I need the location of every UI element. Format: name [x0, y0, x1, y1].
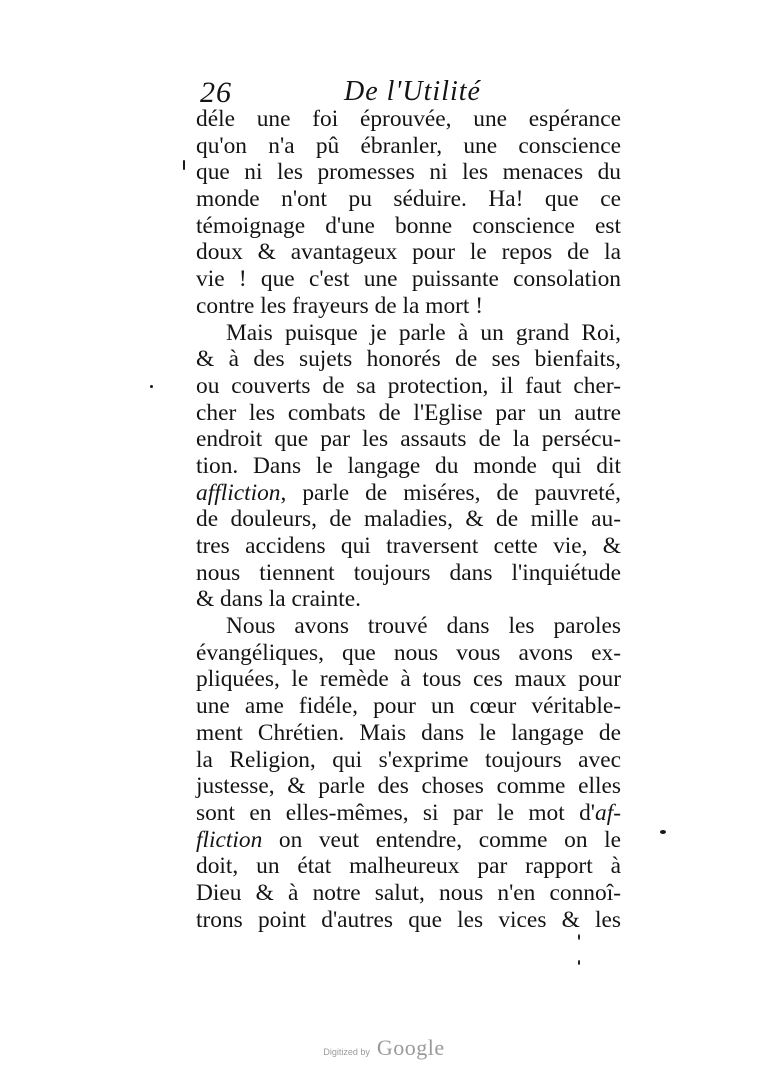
text-line [196, 320, 621, 347]
text-line-segment: cher les combats de l'Eglise par un autre [196, 399, 621, 426]
text-line-segment: contre les frayeurs de la mort ! [196, 292, 484, 319]
text-line-segment: de douleurs, de maladies, & de mille au- [196, 506, 621, 533]
text-line [196, 400, 621, 427]
text-line [196, 560, 621, 587]
text-line [196, 720, 621, 747]
text-line-segment: trons point d'autres que les vices & les [196, 906, 621, 933]
text-line-segment: & dans la crainte. [196, 586, 361, 613]
text-line-segment: doux & avantageux pour le repos de la [196, 239, 621, 266]
text-line [196, 747, 621, 774]
text-line [196, 613, 621, 640]
text-line-segment: endroit que par les assauts de la persécu- [196, 426, 621, 453]
text-line [196, 239, 621, 266]
text-line-segment: qu'on n'a pû ébranler, une conscience [196, 132, 621, 159]
digitized-label: Digitized by [323, 1047, 370, 1057]
text-line-segment: pliquées, le remède à tous ces maux pour [196, 666, 621, 693]
text-line-segment: une ame fidéle, pour un cœur véritable- [196, 693, 621, 720]
ink-speck [183, 160, 185, 170]
text-line-segment: Dieu & à notre salut, nous n'en connoî- [196, 879, 621, 906]
text-line [196, 773, 621, 800]
text-line [196, 586, 621, 613]
italic-word: affliction [196, 479, 281, 506]
text-line-segment: tres accidens qui traversent cette vie, & [196, 533, 621, 559]
italic-word: fliction [196, 826, 263, 853]
text-line [196, 186, 621, 213]
ink-speck [578, 934, 580, 940]
text-line-segment: témoignage d'une bonne conscience est [196, 212, 621, 239]
ink-speck [578, 960, 580, 965]
text-line [196, 453, 621, 480]
text-line-segment: vie ! que c'est une puissante consolation [196, 266, 621, 293]
text-line-segment: ou couverts de sa protection, il faut cher- [196, 372, 621, 399]
text-line-segment: Nous avons trouvé dans les paroles [226, 613, 621, 640]
text-line [196, 346, 621, 373]
text-line [196, 693, 621, 720]
text-line-segment: tion. Dans le langage du monde qui dit [196, 452, 621, 479]
text-line-segment: ment Chrétien. Mais dans le langage de [196, 719, 621, 746]
text-line-segment: & à des sujets honorés de ses bienfaits, [196, 346, 621, 373]
text-line-segment: déle une foi éprouvée, une espérance [196, 106, 621, 132]
text-line [196, 213, 621, 240]
text-line-segment: on veut entendre, comme on le [262, 826, 621, 853]
text-line [196, 266, 621, 293]
ink-speck [150, 385, 153, 388]
text-line [196, 159, 621, 186]
text-line-segment: nous tiennent toujours dans l'inquiétude [196, 559, 621, 586]
text-line-segment: que ni les promesses ni les menaces du [196, 159, 621, 186]
text-line [196, 880, 621, 907]
text-line-segment: monde n'ont pu séduire. Ha! que ce [196, 186, 621, 213]
text-line [196, 666, 621, 693]
text-line [196, 506, 621, 533]
text-line [196, 133, 621, 160]
text-line [196, 373, 621, 400]
text-line-segment: la Religion, qui s'exprime toujours avec [196, 746, 621, 773]
ink-speck [660, 830, 666, 834]
text-line [196, 853, 621, 880]
text-line [196, 533, 621, 560]
page-number: 26 [200, 76, 232, 109]
text-line [196, 480, 621, 507]
body-text [196, 106, 621, 933]
text-line-segment: évangéliques, que nous vous avons ex- [196, 639, 621, 666]
text-line [196, 907, 621, 934]
text-line-segment: sont en elles-mêmes, si par le mot d' [196, 799, 596, 826]
text-line-segment: Mais puisque je parle à un grand Roi, [226, 319, 621, 346]
text-line [196, 827, 621, 854]
digitization-footer [0, 1035, 768, 1061]
text-line-segment: , parle de miséres, de pauvreté, [280, 479, 621, 506]
running-title: De l'Utilité [344, 76, 481, 107]
italic-word: af- [595, 799, 621, 826]
text-line [196, 293, 621, 320]
text-line [196, 106, 621, 133]
text-line-segment: doit, un état malheureux par rapport à [196, 853, 621, 880]
google-logo: Google [376, 1035, 445, 1060]
text-line-segment: justesse, & parle des choses comme elles [196, 773, 621, 800]
text-line [196, 640, 621, 667]
text-line [196, 426, 621, 453]
text-line [196, 800, 621, 827]
